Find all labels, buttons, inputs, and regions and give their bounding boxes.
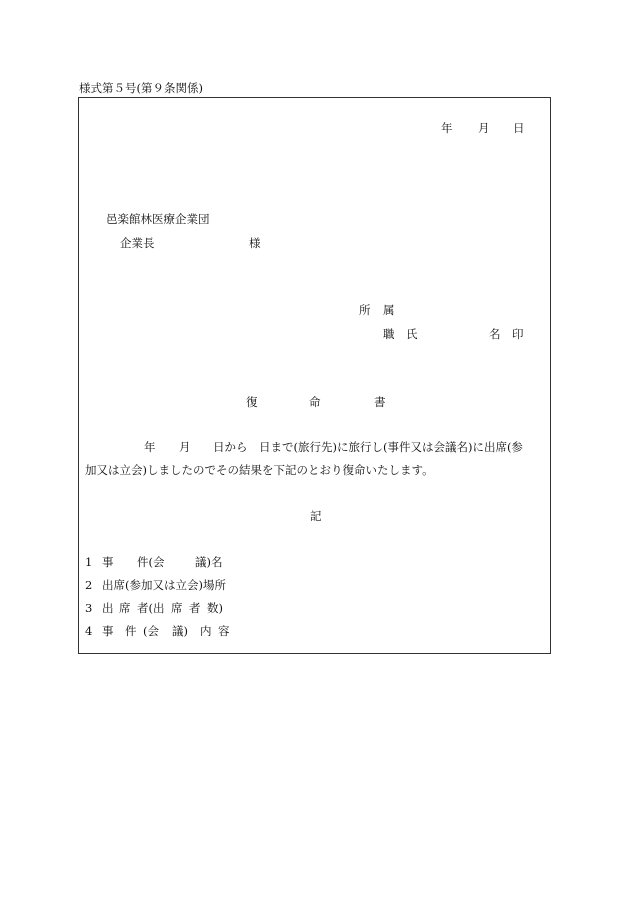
form-number-label: 様式第５号(第９条関係) [79, 81, 203, 95]
position-char-1: 職 [383, 327, 395, 341]
item-text: 席 [119, 601, 131, 615]
item-text: 事 [102, 624, 114, 638]
affiliation-char-2: 属 [383, 303, 395, 317]
item-text: 出 [102, 601, 114, 615]
doc-title-char-2: 命 [309, 395, 321, 409]
seal-char: 印 [512, 327, 524, 341]
item-text: 出席(参加又は立会)場所 [102, 578, 226, 592]
item-text: 者(出 [137, 601, 165, 615]
recipient-title: 企業長 [120, 236, 155, 250]
affiliation-char-1: 所 [359, 303, 371, 317]
item-text: 件 [125, 624, 137, 638]
item-text: 席 [171, 601, 183, 615]
date-year-label: 年 [441, 121, 453, 135]
item-number: 3 [85, 601, 93, 615]
item-text: 数) [207, 601, 223, 615]
item-text: 内 [200, 624, 212, 638]
body-until: 日まで(旅行先)に旅行し(事件又は会議名)に出席(参 [259, 440, 523, 454]
item-text: 容 [218, 624, 230, 638]
item-text: 事 [102, 555, 114, 569]
recipient-honorific: 様 [249, 236, 261, 250]
body-month: 月 [179, 440, 191, 454]
item-number: 1 [85, 555, 93, 569]
doc-title-char-1: 復 [246, 395, 258, 409]
item-text: 者 [189, 601, 201, 615]
ki-heading: 記 [310, 509, 322, 523]
body-from: 日から [213, 440, 248, 454]
item-number: 2 [85, 578, 93, 592]
body-line-2: 加又は立会)しましたのでその結果を下記のとおり復命いたします。 [85, 463, 434, 477]
form-frame [78, 97, 551, 654]
date-month-label: 月 [478, 121, 490, 135]
item-text: 議)名 [195, 555, 223, 569]
item-text: 議) [172, 624, 188, 638]
item-number: 4 [85, 624, 93, 638]
date-day-label: 日 [513, 121, 525, 135]
item-text: (会 [143, 624, 159, 638]
body-year: 年 [144, 440, 156, 454]
name-char: 名 [489, 327, 501, 341]
doc-title-char-3: 書 [374, 395, 386, 409]
recipient-organization: 邑楽館林医療企業団 [106, 212, 210, 226]
item-text: 件(会 [137, 555, 165, 569]
position-char-2: 氏 [406, 327, 418, 341]
